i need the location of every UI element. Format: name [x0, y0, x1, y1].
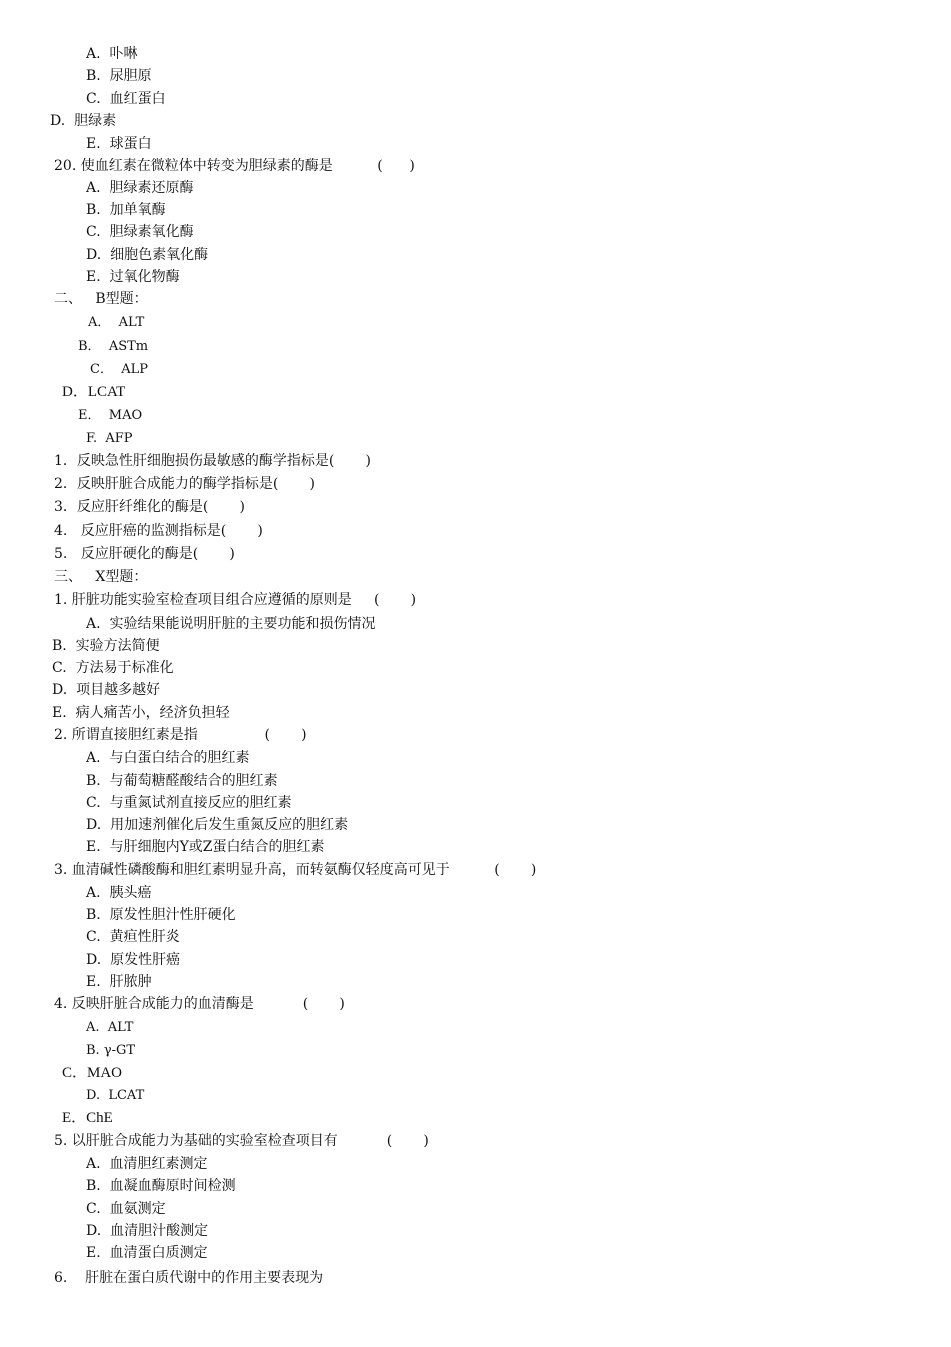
- x-question-3: 3. 血清碱性磷酸酶和胆红素明显升高，而转氨酶仅轻度高可见于 ( ): [54, 862, 537, 878]
- b-question-2: 2．反映肝脏合成能力的酶学指标是( ): [54, 476, 315, 492]
- option-b: B. 加单氧酶: [86, 202, 166, 218]
- option-a: A. 胰头癌: [86, 885, 152, 901]
- option-c: C．MAO: [62, 1065, 123, 1081]
- b-option-a: A． ALT: [88, 315, 145, 330]
- option-c: C. 血红蛋白: [86, 91, 166, 107]
- option-d: D. 项目越多越好: [52, 682, 161, 698]
- option-e: E. 球蛋白: [86, 136, 152, 152]
- x-question-2: 2. 所谓直接胆红素是指 ( ): [54, 727, 307, 743]
- option-a: A. 血清胆红素测定: [86, 1156, 208, 1172]
- option-d: D. 胆绿素: [50, 113, 117, 129]
- option-d: D. 血清胆汁酸测定: [86, 1223, 209, 1239]
- b-option-b: B． ASTm: [78, 339, 149, 354]
- option-d: D. 原发性肝癌: [86, 952, 181, 968]
- b-option-f: F. AFP: [86, 431, 133, 446]
- option-e: E. 血清蛋白质测定: [86, 1245, 208, 1261]
- option-b: B. γ-GT: [86, 1043, 136, 1058]
- b-question-4: 4. 反应肝癌的监测指标是( ): [54, 523, 263, 539]
- option-d: D. 用加速剂催化后发生重氮反应的胆红素: [86, 817, 349, 833]
- b-question-3: 3．反应肝纤维化的酶是( ): [54, 499, 245, 515]
- option-c: C. 血氨测定: [86, 1201, 166, 1217]
- option-c: C. 黄疸性肝炎: [86, 929, 180, 945]
- b-question-1: 1．反映急性肝细胞损伤最敏感的酶学指标是( ): [54, 453, 371, 469]
- option-b: B. 尿胆原: [86, 68, 152, 84]
- option-a: A. 卟啉: [86, 46, 138, 62]
- option-a: A. 胆绿素还原酶: [86, 180, 194, 196]
- option-d: D. 细胞色素氧化酶: [86, 247, 209, 263]
- option-b: B. 血凝血酶原时间检测: [86, 1178, 236, 1194]
- option-e: E. 病人痛苦小，经济负担轻: [52, 705, 230, 721]
- x-question-4: 4. 反映肝脏合成能力的血清酶是 ( ): [54, 996, 345, 1012]
- question-20: 20. 使血红素在微粒体中转变为胆绿素的酶是 ( ): [54, 158, 415, 174]
- option-c: C. 方法易于标准化: [52, 660, 174, 676]
- option-e: E. 肝脓肿: [86, 974, 152, 990]
- b-option-c: C． ALP: [90, 362, 148, 377]
- x-question-5: 5. 以肝脏合成能力为基础的实验室检查项目有 ( ): [54, 1133, 429, 1149]
- option-c: C. 与重氮试剂直接反应的胆红素: [86, 795, 292, 811]
- option-b: B. 原发性胆汁性肝硬化: [86, 907, 236, 923]
- b-question-5: 5. 反应肝硬化的酶是( ): [54, 546, 235, 562]
- option-a: A. 与白蛋白结合的胆红素: [86, 750, 250, 766]
- option-d: D. LCAT: [86, 1088, 145, 1103]
- x-question-6: 6. 肝脏在蛋白质代谢中的作用主要表现为: [54, 1270, 324, 1286]
- option-a: A. 实验结果能说明肝脏的主要功能和损伤情况: [86, 616, 376, 632]
- option-c: C. 胆绿素氧化酶: [86, 224, 194, 240]
- option-a: A. ALT: [86, 1020, 134, 1035]
- b-option-d: D．LCAT: [62, 384, 126, 400]
- option-e: E．ChE: [62, 1110, 113, 1126]
- option-e: E. 过氧化物酶: [86, 269, 180, 285]
- b-option-e: E． MAO: [78, 408, 143, 423]
- x-question-1: 1. 肝脏功能实验室检查项目组合应遵循的原则是 ( ): [54, 592, 417, 608]
- section-heading-b: 二、 B型题：: [54, 291, 148, 307]
- option-b: B. 实验方法简便: [52, 638, 160, 654]
- option-e: E. 与肝细胞内Y或Z蛋白结合的胆红素: [86, 839, 325, 855]
- section-heading-x: 三、 X型题：: [54, 569, 148, 585]
- option-b: B. 与葡萄糖醛酸结合的胆红素: [86, 773, 278, 789]
